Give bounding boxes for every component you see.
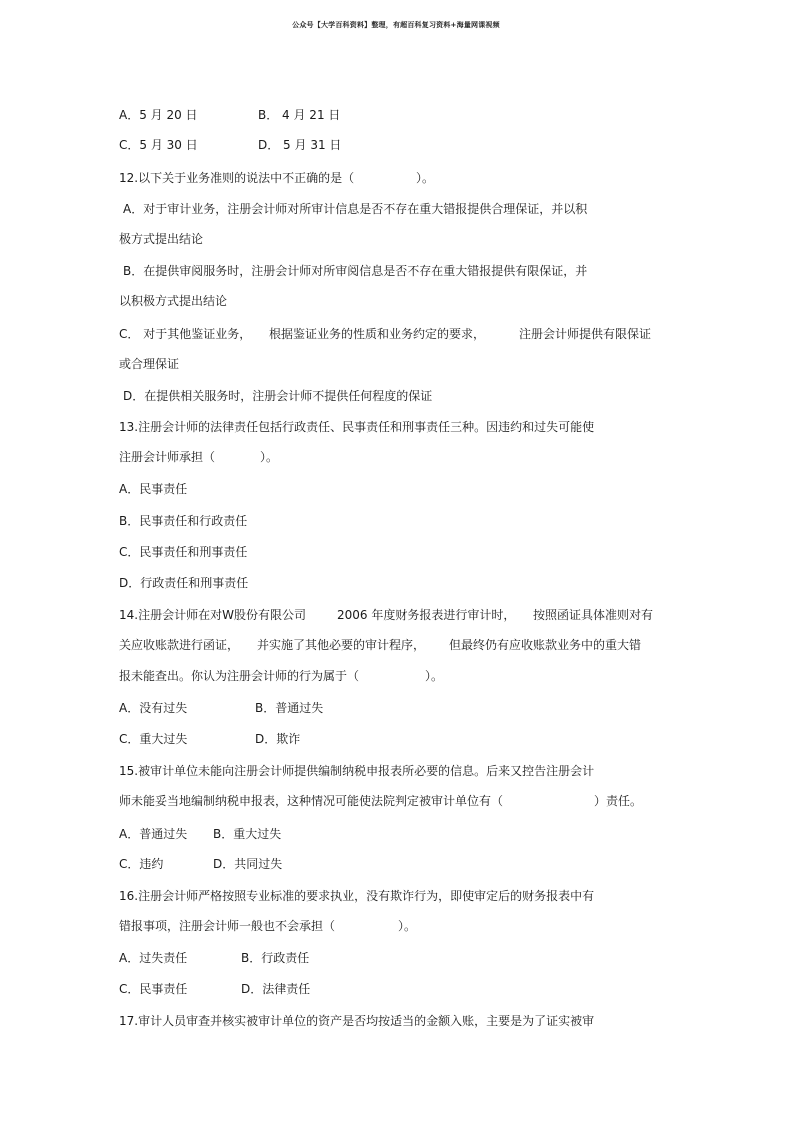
option-c: C．重大过失 — [119, 732, 188, 746]
question-text: 15.被审计单位未能向注册会计师提供编制纳税申报表所必要的信息。后来又控告注册会计 — [119, 764, 595, 778]
question-text: 13.注册会计师的法律责任包括行政责任、民事责任和刑事责任三种。因违约和过失可能使 — [119, 420, 595, 434]
option-c-cont: 或合理保证 — [119, 357, 180, 371]
page-header: 公众号【大学百科资料】整理，有超百科复习资料+海量网课视频 — [292, 21, 500, 29]
option-d: D．欺诈 — [255, 732, 301, 746]
question-text-cont: 错报事项，注册会计师一般也不会承担（ — [119, 919, 336, 933]
option-a: A．过失责任 — [119, 951, 188, 965]
option-b-cont: 以积极方式提出结论 — [119, 294, 228, 308]
option-a: A．5 月 20 日 — [119, 108, 198, 122]
question-blank-end: ）。 — [425, 669, 444, 683]
option-c: C．民事责任 — [119, 982, 188, 996]
option-d: D． 5 月 31 日 — [258, 138, 342, 152]
question-text: 报未能查出。你认为注册会计师的行为属于（ — [119, 669, 360, 683]
option-b: B．民事责任和行政责任 — [119, 514, 248, 528]
question-text: 12.以下关于业务准则的说法中不正确的是（ — [119, 171, 355, 185]
question-text-part3: 但最终仍有应收账款业务中的重大错 — [449, 638, 642, 652]
question-text: 17.审计人员审查并核实被审计单位的资产是否均按适当的金额入账，主要是为了证实被审 — [119, 1014, 595, 1028]
option-a: A．对于审计业务，注册会计师对所审计信息是否不存在重大错报提供合理保证，并以积 — [123, 202, 588, 216]
option-c-part2: 根据鉴证业务的性质和业务约定的要求， — [269, 327, 486, 341]
question-text: 16.注册会计师严格按照专业标准的要求执业，没有欺诈行为，即使审定后的财务报表中有 — [119, 889, 595, 903]
option-d: D．行政责任和刑事责任 — [119, 576, 249, 590]
option-c-part3: 注册会计师提供有限保证 — [519, 327, 652, 341]
question-text-part1: 14.注册会计师在对W股份有限公司 — [119, 608, 306, 622]
question-text-cont: 师未能妥当地编制纳税申报表，这种情况可能使法院判定被审计单位有（ — [119, 794, 504, 808]
option-b: B．行政责任 — [241, 951, 310, 965]
question-blank-end: ）责任。 — [594, 794, 643, 808]
question-text-part1: 关应收账款进行函证， — [119, 638, 240, 652]
question-text-part2: 并实施了其他必要的审计程序， — [257, 638, 426, 652]
option-b: B．重大过失 — [213, 827, 282, 841]
option-a: A．普通过失 — [119, 827, 188, 841]
option-d: D．法律责任 — [241, 982, 311, 996]
question-blank-end: ）。 — [416, 171, 435, 185]
option-b: B．普通过失 — [255, 701, 324, 715]
question-blank-end: ）。 — [398, 919, 417, 933]
option-c: C．违约 — [119, 857, 164, 871]
question-text-part2: 2006 年度财务报表进行审计时， — [337, 608, 516, 622]
option-c-part1: C． 对于其他鉴证业务， — [119, 327, 252, 341]
option-b: B．在提供审阅服务时，注册会计师对所审阅信息是否不存在重大错报提供有限保证，并 — [123, 264, 588, 278]
option-c: C．民事责任和刑事责任 — [119, 545, 248, 559]
option-a: A．没有过失 — [119, 701, 188, 715]
option-d: D．在提供相关服务时，注册会计师不提供任何程度的保证 — [123, 389, 433, 403]
question-text-part3: 按照函证具体准则对有 — [533, 608, 654, 622]
question-blank-end: ）。 — [260, 450, 279, 464]
option-c: C．5 月 30 日 — [119, 138, 198, 152]
option-a-cont: 极方式提出结论 — [119, 232, 204, 246]
option-a: A．民事责任 — [119, 482, 188, 496]
option-b: B． 4 月 21 日 — [258, 108, 341, 122]
question-text-cont: 注册会计师承担（ — [119, 450, 216, 464]
option-d: D．共同过失 — [213, 857, 283, 871]
